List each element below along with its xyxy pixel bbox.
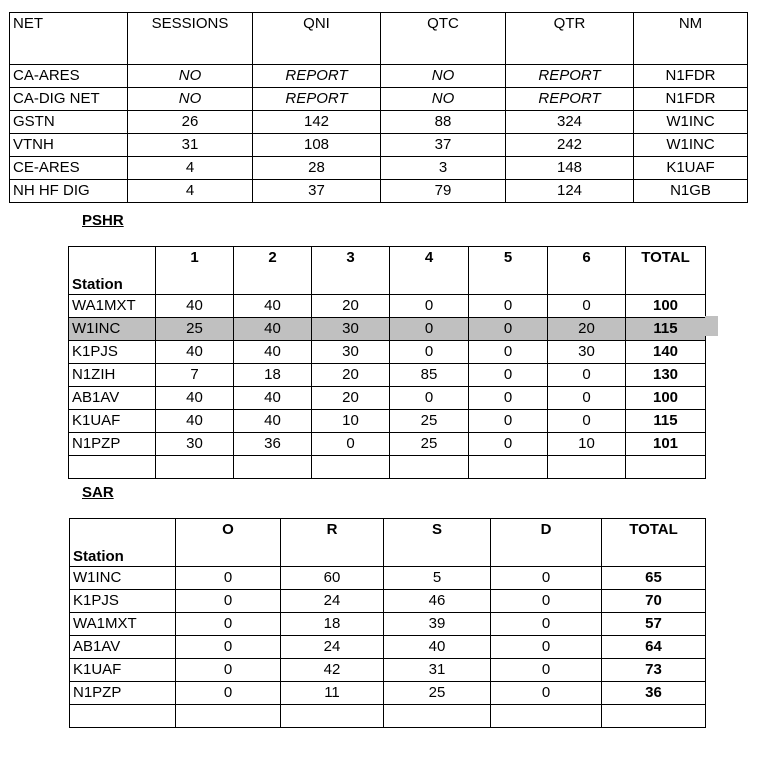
net-header-row [10,13,748,65]
station-column-header: Station [69,247,156,295]
value-cell: 0 [548,387,626,410]
value-cell: 0 [390,341,469,364]
value-cell: 24 [281,636,384,659]
value-cell: 36 [234,433,312,456]
table-row [70,613,706,636]
value-cell: 28 [253,157,381,180]
value-cell: 0 [469,341,548,364]
value-cell [234,456,312,479]
value-cell: 37 [381,134,506,157]
value-cell: 0 [469,387,548,410]
column-header: 4 [390,247,469,295]
station-cell: N1PZP [69,433,156,456]
station-cell: WA1MXT [69,295,156,318]
value-cell: 242 [506,134,634,157]
table-row [69,318,706,341]
value-cell: N1GB [634,180,748,203]
value-cell: 40 [234,387,312,410]
value-cell: 11 [281,682,384,705]
header-row [69,247,706,295]
table-row [69,295,706,318]
station-cell: N1ZIH [69,364,156,387]
value-cell [384,705,491,728]
total-cell: 64 [602,636,706,659]
value-cell: 0 [176,636,281,659]
net-name-cell: GSTN [10,111,128,134]
value-cell: 0 [469,364,548,387]
net-name-cell: CA-DIG NET [10,88,128,111]
station-cell: N1PZP [70,682,176,705]
station-cell: WA1MXT [70,613,176,636]
station-column-header: Station [70,519,176,567]
column-header: O [176,519,281,567]
station-cell: AB1AV [69,387,156,410]
value-cell: 25 [384,682,491,705]
value-cell [176,705,281,728]
total-cell: 115 [626,410,706,433]
value-cell: NO [128,65,253,88]
column-header: 3 [312,247,390,295]
column-header: QNI [253,13,381,65]
highlight-row-extension [705,316,718,336]
value-cell: 0 [548,295,626,318]
value-cell: 0 [491,682,602,705]
value-cell: 30 [312,318,390,341]
table-row [69,456,706,479]
net-row [10,157,748,180]
value-cell: 5 [384,567,491,590]
station-cell [69,456,156,479]
value-cell: 0 [469,318,548,341]
station-cell: AB1AV [70,636,176,659]
sar-table [69,518,706,728]
value-cell: REPORT [253,65,381,88]
column-header: D [491,519,602,567]
value-cell [312,456,390,479]
value-cell: 25 [390,410,469,433]
value-cell: 40 [234,295,312,318]
value-cell: 30 [156,433,234,456]
value-cell: 0 [491,613,602,636]
value-cell: 148 [506,157,634,180]
table-row [70,682,706,705]
net-row [10,65,748,88]
net-row [10,134,748,157]
column-header: 2 [234,247,312,295]
value-cell: NO [128,88,253,111]
value-cell: 20 [312,364,390,387]
value-cell: 7 [156,364,234,387]
value-cell: 31 [384,659,491,682]
value-cell: W1INC [634,111,748,134]
value-cell: 20 [312,387,390,410]
value-cell: 26 [128,111,253,134]
column-header: NET [10,13,128,65]
value-cell: 85 [390,364,469,387]
value-cell: 25 [390,433,469,456]
value-cell: 46 [384,590,491,613]
value-cell: NO [381,65,506,88]
value-cell: 79 [381,180,506,203]
value-cell: 324 [506,111,634,134]
net-name-cell: CE-ARES [10,157,128,180]
value-cell: 124 [506,180,634,203]
value-cell: 40 [234,410,312,433]
station-cell: W1INC [69,318,156,341]
total-cell: 65 [602,567,706,590]
total-cell: 130 [626,364,706,387]
station-cell: K1PJS [69,341,156,364]
net-report-table [9,12,748,203]
column-header: TOTAL [626,247,706,295]
value-cell: 39 [384,613,491,636]
column-header: 1 [156,247,234,295]
value-cell: 37 [253,180,381,203]
station-cell: K1PJS [70,590,176,613]
total-cell: 73 [602,659,706,682]
value-cell: 40 [156,410,234,433]
value-cell: 60 [281,567,384,590]
value-cell: 108 [253,134,381,157]
value-cell: 20 [548,318,626,341]
column-header: TOTAL [602,519,706,567]
value-cell [491,705,602,728]
table-row [70,659,706,682]
value-cell: 42 [281,659,384,682]
value-cell: K1UAF [634,157,748,180]
value-cell: W1INC [634,134,748,157]
value-cell: 10 [548,433,626,456]
column-header: QTC [381,13,506,65]
value-cell: 30 [312,341,390,364]
station-cell: K1UAF [69,410,156,433]
value-cell: 0 [548,364,626,387]
column-header: NM [634,13,748,65]
net-row [10,180,748,203]
table-row [70,705,706,728]
pshr-section-heading: PSHR [82,212,124,229]
value-cell: REPORT [253,88,381,111]
table-row [70,636,706,659]
value-cell: REPORT [506,88,634,111]
net-name-cell: VTNH [10,134,128,157]
total-cell [626,456,706,479]
value-cell: 31 [128,134,253,157]
total-cell: 115 [626,318,706,341]
total-cell: 100 [626,295,706,318]
value-cell: N1FDR [634,65,748,88]
column-header: 5 [469,247,548,295]
value-cell [281,705,384,728]
column-header: SESSIONS [128,13,253,65]
value-cell: 20 [312,295,390,318]
value-cell: 24 [281,590,384,613]
station-cell: K1UAF [70,659,176,682]
net-row [10,111,748,134]
net-name-cell: CA-ARES [10,65,128,88]
value-cell: 4 [128,157,253,180]
value-cell: 30 [548,341,626,364]
value-cell: N1FDR [634,88,748,111]
value-cell: 0 [469,433,548,456]
total-cell: 100 [626,387,706,410]
value-cell: 0 [548,410,626,433]
value-cell: 40 [156,387,234,410]
total-cell: 36 [602,682,706,705]
value-cell: 0 [176,613,281,636]
total-cell [602,705,706,728]
station-cell [70,705,176,728]
column-header: S [384,519,491,567]
total-cell: 140 [626,341,706,364]
value-cell: 142 [253,111,381,134]
total-cell: 57 [602,613,706,636]
column-header: QTR [506,13,634,65]
table-row [70,567,706,590]
table-row [70,590,706,613]
value-cell: 40 [234,318,312,341]
sar-section-heading: SAR [82,484,114,501]
value-cell [469,456,548,479]
value-cell: 0 [491,590,602,613]
station-cell: W1INC [70,567,176,590]
value-cell: 0 [390,387,469,410]
value-cell: 40 [384,636,491,659]
value-cell: 88 [381,111,506,134]
value-cell: 25 [156,318,234,341]
value-cell: 0 [312,433,390,456]
table-row [69,410,706,433]
value-cell: 10 [312,410,390,433]
value-cell: 0 [491,659,602,682]
column-header: R [281,519,384,567]
value-cell: 40 [156,295,234,318]
value-cell: 40 [234,341,312,364]
table-row [69,387,706,410]
value-cell: 0 [491,636,602,659]
pshr-table [68,246,706,479]
column-header: 6 [548,247,626,295]
value-cell: REPORT [506,65,634,88]
table-row [69,364,706,387]
value-cell: 18 [234,364,312,387]
value-cell: 0 [469,410,548,433]
value-cell: 0 [176,659,281,682]
value-cell: NO [381,88,506,111]
value-cell: 0 [176,567,281,590]
table-row [69,433,706,456]
value-cell: 40 [156,341,234,364]
total-cell: 70 [602,590,706,613]
value-cell: 0 [469,295,548,318]
table-row [69,341,706,364]
net-row [10,88,748,111]
value-cell: 0 [390,318,469,341]
header-row [70,519,706,567]
value-cell: 3 [381,157,506,180]
net-name-cell: NH HF DIG [10,180,128,203]
value-cell: 0 [491,567,602,590]
value-cell [156,456,234,479]
value-cell [548,456,626,479]
value-cell: 0 [176,590,281,613]
value-cell [390,456,469,479]
value-cell: 0 [176,682,281,705]
value-cell: 18 [281,613,384,636]
value-cell: 0 [390,295,469,318]
total-cell: 101 [626,433,706,456]
value-cell: 4 [128,180,253,203]
